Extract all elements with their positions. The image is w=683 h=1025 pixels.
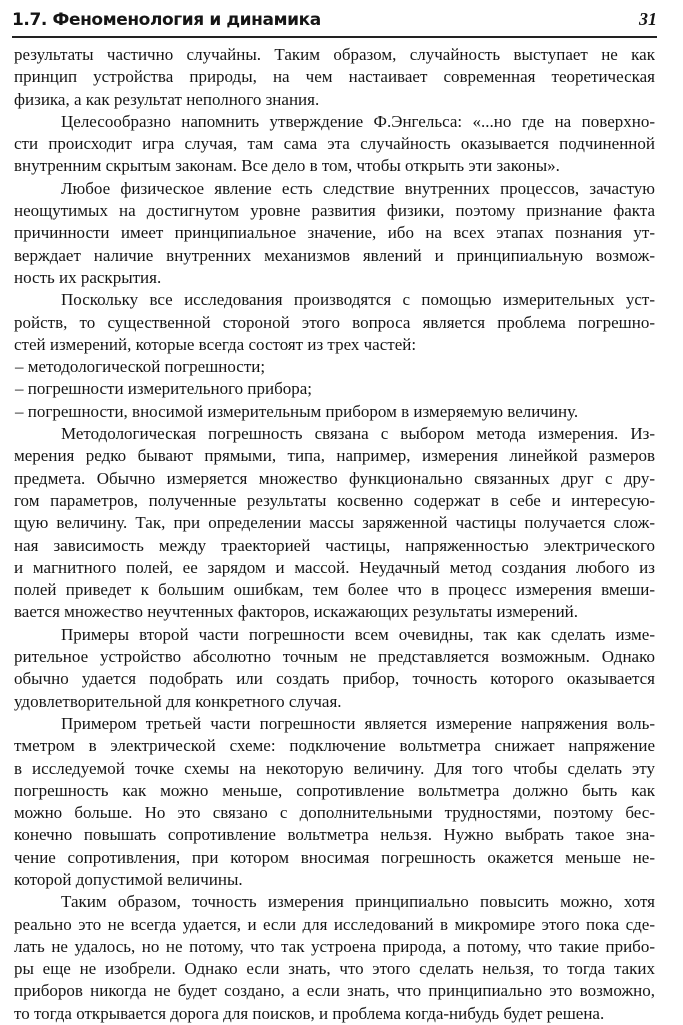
text-line: рительное устройство абсолютно точным не представляется возможным. Однако [14,647,655,667]
text-line: погрешность как можно меньше, сопротивление вольтметра должно быть как [14,780,655,800]
text-line: мерения редко бывают прямыми, типа, например, измерения линейкой размеров [14,446,655,466]
page-number: 31 [639,9,657,29]
text-line: и магнитного полей, ее зарядом и массой. Неудачный метод создания любого из [14,557,655,577]
body-text [14,44,655,1025]
text-line: конечно повышать сопротивление вольтметра нельзя. Нужно выбрать такое зна- [14,825,655,845]
text-line: ность их раскрытия. [14,267,162,287]
text-line: Любое физическое явление есть следствие внутренних процессов, зачастую [61,178,655,198]
text-line: Таким образом, точность измерения принципиально повысить можно, хотя [61,892,655,912]
text-line: Примером третьей части погрешности является измерение напряжения воль- [61,713,655,733]
text-line: ройств, то существенной стороной этого вопроса является проблема погрешно- [14,312,655,332]
text-line: ры еще не изобрели. Однако если знать, что этого сделать нельзя, то тогда таких [14,959,655,979]
running-header [12,8,657,38]
text-line: Примеры второй части погрешности всем очевидны, так как сделать изме- [61,624,655,644]
text-line: предмета. Обычно измеряется множество функционально связанных друг с дру- [14,468,655,488]
text-line: полей приведет к большим ошибкам, тем более что в процесс измерения вмеши- [14,580,655,600]
list-item: – погрешности измерительного прибора; [15,379,312,399]
text-line: то тогда открывается дорога для поисков, и проблема когда-нибудь будет решена. [14,1003,605,1023]
text-line: тметром в электрической схеме: подключение вольтметра снижает напряжение [14,736,655,756]
text-line: физика, а как результат неполного знания. [14,89,320,109]
text-line: обычно удается подобрать или создать прибор, точность которого оказывается [14,669,655,689]
text-line: можно больше. Но это связано с дополнительными трудностями, поэтому бес- [14,803,655,823]
text-line: принцип устройства природы, на чем настаивает современная теоретическая [14,67,655,87]
text-line: чение сопротивления, при котором вносимая погрешность окажется меньше не- [14,847,655,867]
text-line: причинности имеет принципиальное значение, ибо на всех этапах познания ут- [14,223,655,243]
text-line: гом параметров, полученные результаты косвенно содержат в себе и интересую- [14,490,655,510]
text-line: реально это не всегда удается, и если для исследований в микромире этого пока сде- [14,914,655,934]
text-line: неощутимых на достигнутом уровне развития физики, поэтому признание факта [14,201,655,221]
text-line: приборов никогда не будет создано, а если знать, что принципиально это возможно, [14,981,655,1001]
text-line: вается множество неучтенных факторов, искажающих результаты измерений. [14,602,579,622]
text-line: внутренним скрытым законам. Все дело в том, чтобы открыть эти законы». [14,156,560,176]
text-line: стей измерений, которые всегда состоят из трех частей: [14,334,417,354]
text-line: в исследуемой точке схемы на некоторую величину. Для того чтобы сделать эту [14,758,655,778]
text-line: верждает наличие внутренних механизмов явлений и принципиальную возмож- [14,245,655,265]
text-line: щую величину. Так, при определении массы заряженной частицы получается слож- [14,513,655,533]
text-line: которой допустимой величины. [14,869,243,889]
text-line: Поскольку все исследования производятся с помощью измерительных уст- [61,290,655,310]
list-item: – методологической погрешности; [15,357,266,377]
text-line: Методологическая погрешность связана с выбором метода измерения. Из- [61,424,655,444]
list-item: – погрешности, вносимой измерительным прибором в измеряемую величину. [15,401,579,421]
text-line: Целесообразно напомнить утверждение Ф.Энгельса: «...но где на поверхно- [61,111,655,131]
section-title: 1.7. Феноменология и динамика [12,10,321,30]
text-line: удовлетворительной для конкретного случая. [14,691,342,711]
text-line: сти происходит игра случая, там сама эта случайность оказывается подчиненной [14,134,655,154]
text-line: результаты частично случайны. Таким образом, случайность выступает не как [14,45,655,64]
text-line: лать не удалось, но не потому, что так устроена природа, а потому, что такие прибо- [14,936,655,956]
text-line: ная зависимость между траекторией частицы, напряженностью электрического [14,535,655,555]
